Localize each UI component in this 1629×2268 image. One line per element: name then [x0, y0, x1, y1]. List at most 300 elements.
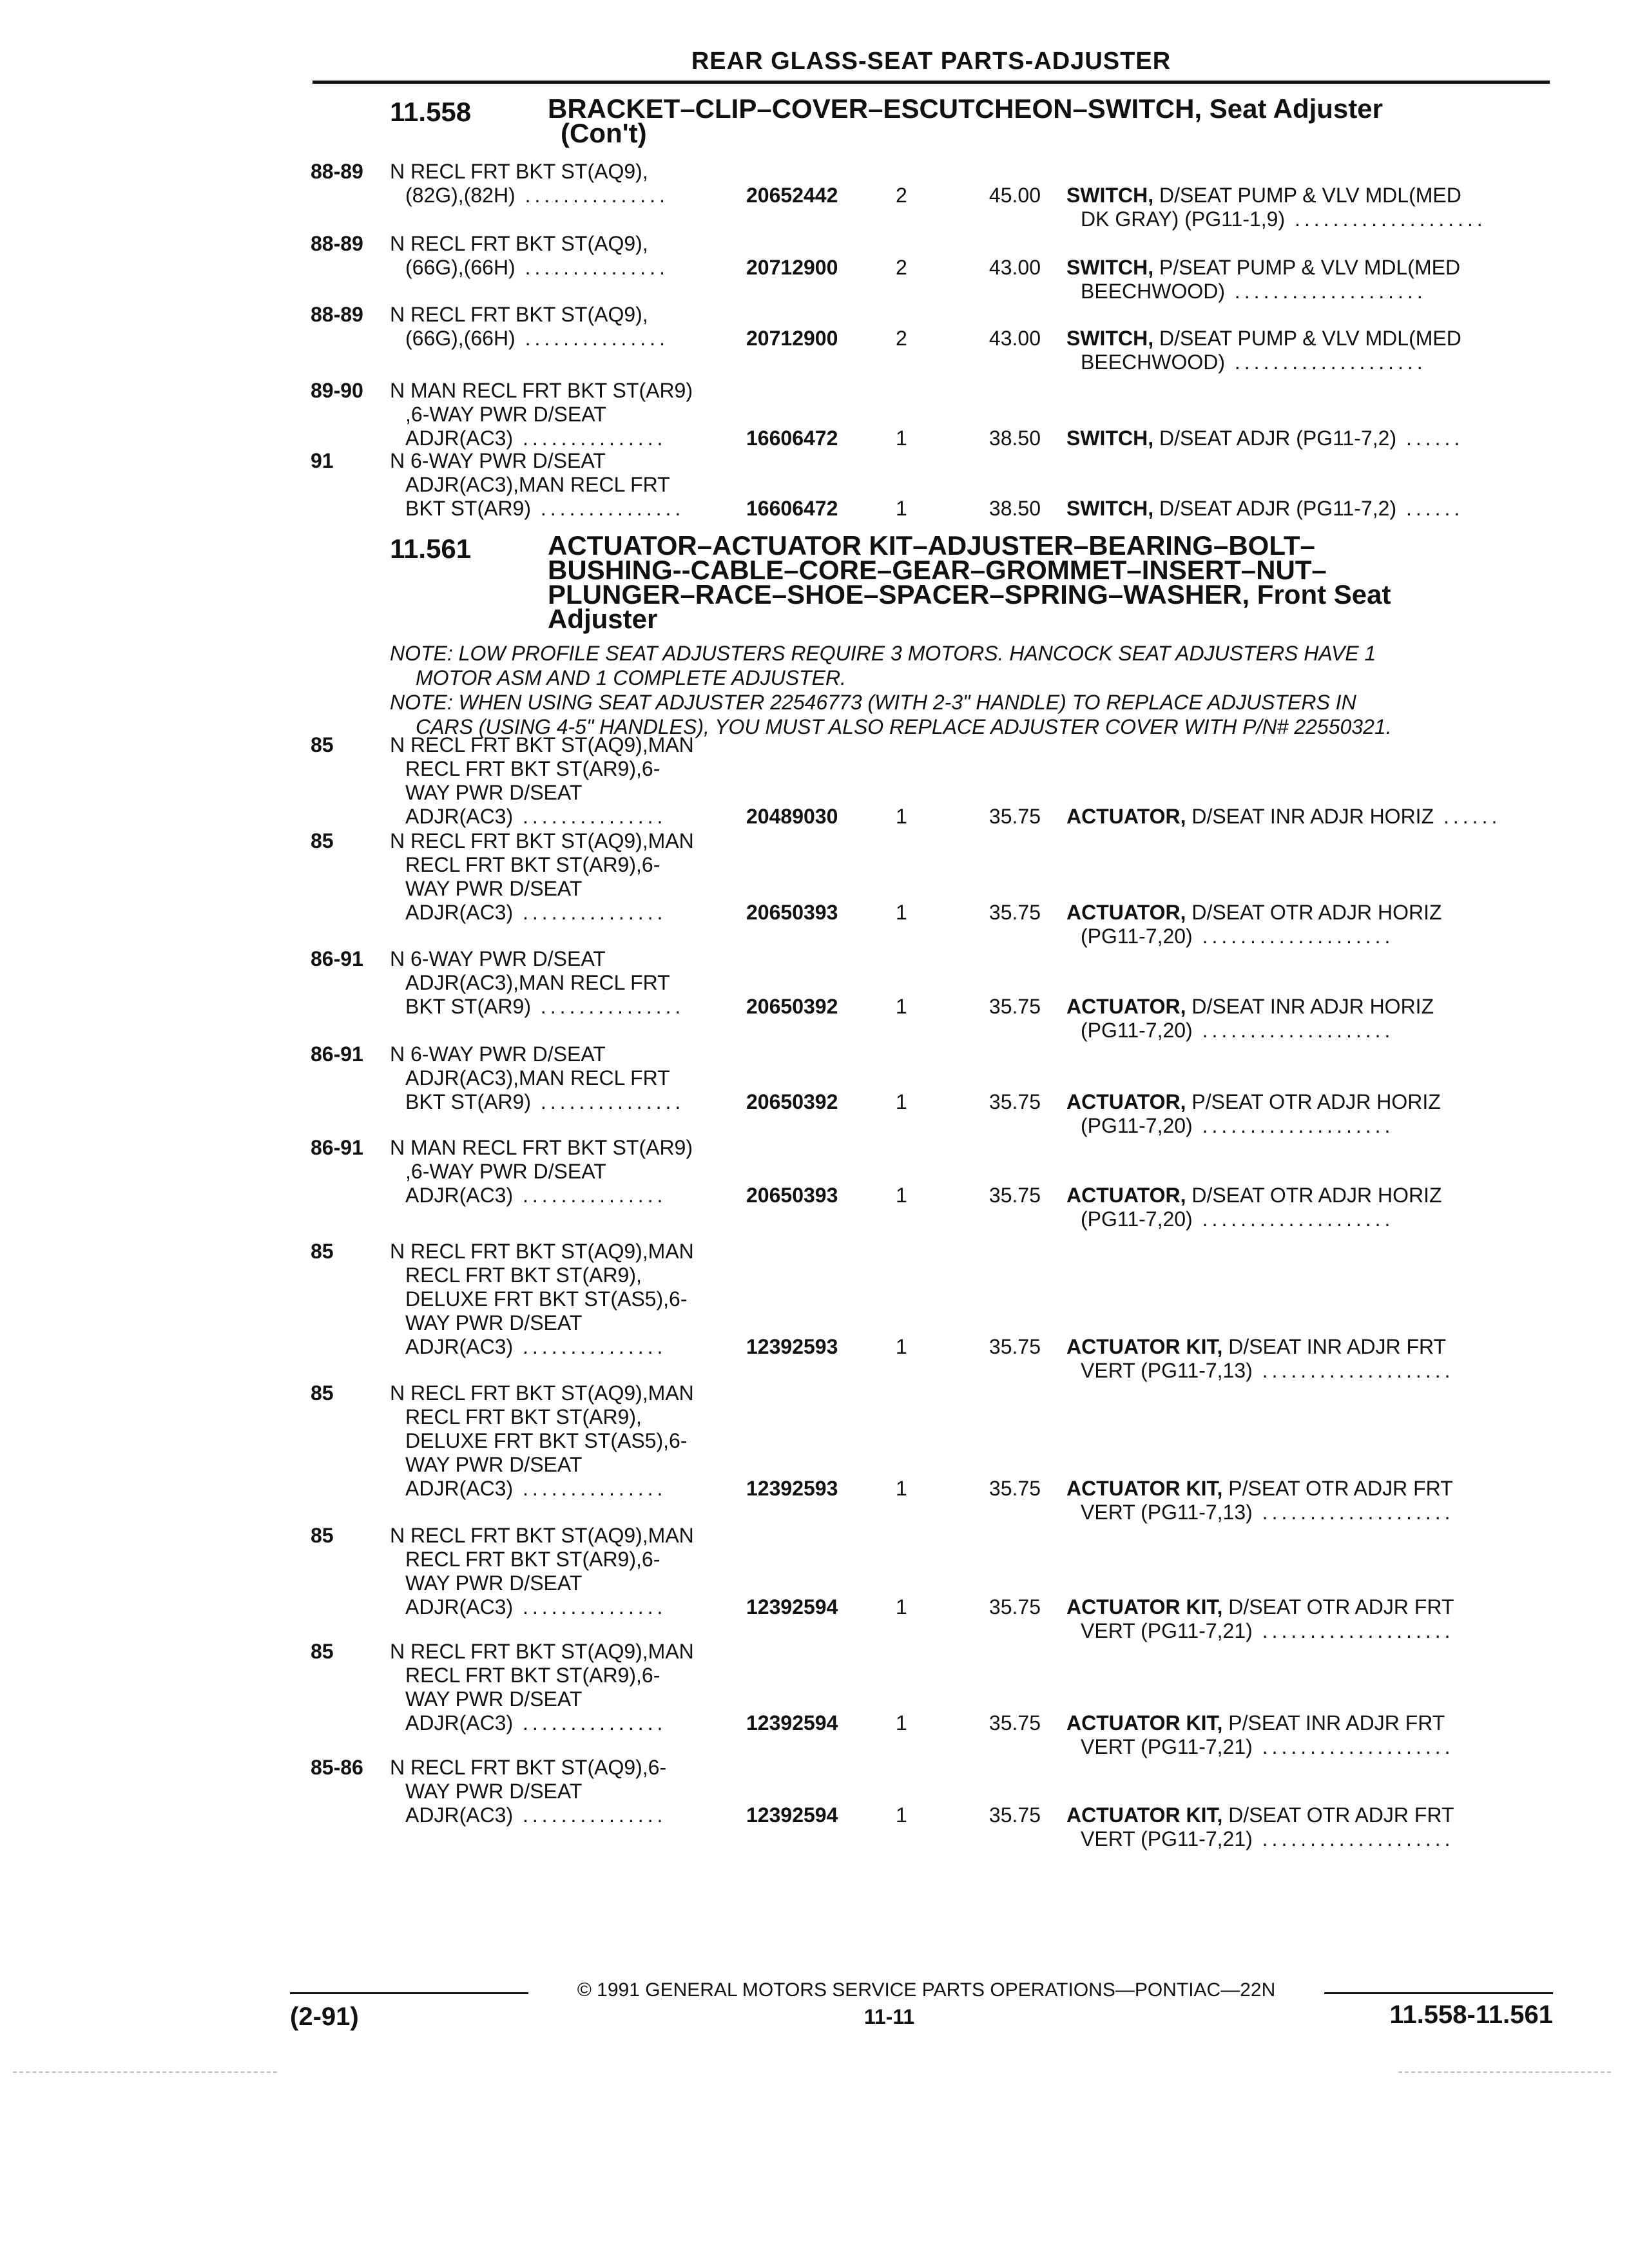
application-description	[390, 1381, 751, 1501]
part-number: 20650392	[746, 995, 838, 1018]
description-text: N 6-WAY PWR D/SEAT	[390, 947, 606, 970]
description-text: N RECL FRT BKT ST(AQ9),MAN	[390, 1381, 694, 1405]
part-detail: D/SEAT PUMP & VLV MDL(MED	[1159, 327, 1461, 350]
description-text: BKT ST(AR9)	[405, 995, 531, 1018]
description-text: N RECL FRT BKT ST(AQ9),MAN	[390, 1524, 694, 1547]
revision-date: (2-91)	[290, 2003, 359, 2031]
section-title	[548, 530, 1553, 634]
description-text: WAY PWR D/SEAT	[405, 1780, 583, 1803]
description-text: ADJR(AC3)	[405, 1711, 514, 1735]
part-detail: (PG11-7,20)	[1081, 1114, 1193, 1137]
quantity: 1	[896, 995, 907, 1018]
price: 35.75	[988, 1803, 1041, 1827]
price: 43.00	[988, 327, 1041, 350]
description-text: WAY PWR D/SEAT	[405, 1687, 583, 1711]
description-text: N RECL FRT BKT ST(AQ9),MAN	[390, 829, 694, 852]
leader-dots: ....................	[1252, 1359, 1454, 1382]
leader-dots: ...............	[513, 1184, 667, 1207]
model-years: 85-86	[311, 1756, 363, 1779]
part-detail: (PG11-7,20)	[1081, 1019, 1193, 1042]
description-text: ADJR(AC3)	[405, 1477, 514, 1500]
application-description	[390, 449, 751, 521]
part-number: 12392594	[746, 1595, 838, 1619]
part-type: ACTUATOR KIT,	[1066, 1711, 1223, 1735]
description-text: ADJR(AC3)	[405, 1184, 514, 1207]
description-text: ,6-WAY PWR D/SEAT	[405, 403, 606, 426]
part-name-line	[1066, 1619, 1556, 1643]
application-description	[390, 733, 751, 829]
model-years: 85	[311, 1240, 334, 1263]
quantity: 1	[896, 427, 907, 450]
description-line	[390, 1524, 751, 1548]
description-text: N RECL FRT BKT ST(AQ9),6-	[390, 1756, 667, 1779]
leader-dots: ....................	[1192, 1019, 1394, 1042]
price: 45.00	[988, 184, 1041, 207]
quantity: 2	[896, 184, 907, 207]
part-type: SWITCH,	[1066, 497, 1154, 520]
model-years: 86-91	[311, 1136, 363, 1159]
description-line	[390, 1711, 751, 1735]
leader-dots: ...............	[513, 805, 667, 828]
leader-dots: ...............	[515, 256, 669, 279]
quantity: 1	[896, 1711, 907, 1735]
description-line	[390, 1548, 751, 1571]
description-text: (66G),(66H)	[405, 327, 516, 350]
part-name-line	[1066, 207, 1556, 231]
part-detail: D/SEAT OTR ADJR HORIZ	[1191, 1184, 1442, 1207]
description-line	[390, 327, 751, 351]
part-number: 20489030	[746, 805, 838, 828]
footer-rule	[290, 1992, 528, 1994]
leader-dots: ....................	[1225, 280, 1427, 303]
part-name-line	[1066, 280, 1556, 303]
note-line: MOTOR ASM AND 1 COMPLETE ADJUSTER.	[416, 666, 846, 689]
model-years: 85	[311, 1524, 334, 1547]
part-detail: DK GRAY) (PG11-1,9)	[1081, 207, 1286, 231]
leader-dots: ....................	[1192, 1207, 1394, 1231]
description-line	[390, 379, 751, 403]
part-name	[1066, 256, 1556, 303]
copyright-text: © 1991 GENERAL MOTORS SERVICE PARTS OPERATIONS—PONTIAC—22N	[577, 1979, 1276, 2001]
application-description	[390, 947, 751, 1019]
part-name-line	[1066, 1359, 1556, 1383]
description-line	[390, 733, 751, 757]
section-heading-11561	[390, 530, 1550, 637]
description-text: N RECL FRT BKT ST(AQ9),MAN	[390, 1640, 694, 1663]
page-title: REAR GLASS-SEAT PARTS-ADJUSTER	[313, 48, 1550, 84]
description-text: RECL FRT BKT ST(AR9),6-	[405, 1664, 660, 1687]
section-heading-11558	[390, 93, 1550, 155]
description-text: ADJR(AC3)	[405, 1595, 514, 1619]
part-detail: VERT (PG11-7,13)	[1081, 1359, 1253, 1382]
leader-dots: ...............	[513, 901, 667, 924]
part-detail: D/SEAT ADJR (PG11-7,2)	[1159, 427, 1397, 450]
description-line	[390, 1287, 751, 1311]
description-line	[390, 901, 751, 925]
description-text: N RECL FRT BKT ST(AQ9),MAN	[390, 733, 694, 756]
description-line	[390, 877, 751, 901]
section-number: 11.561	[390, 533, 472, 564]
part-detail: BEECHWOOD)	[1081, 351, 1225, 374]
part-name-line	[1066, 901, 1556, 925]
description-line	[390, 1571, 751, 1595]
part-name-line	[1066, 1477, 1556, 1501]
description-text: N RECL FRT BKT ST(AQ9),	[390, 303, 648, 326]
description-text: BKT ST(AR9)	[405, 1090, 531, 1113]
quantity: 1	[896, 1184, 907, 1207]
section-title-line: Adjuster	[548, 604, 658, 634]
part-number: 20650393	[746, 901, 838, 924]
description-line	[390, 1640, 751, 1664]
quantity: 2	[896, 256, 907, 279]
description-line	[390, 403, 751, 427]
application-description	[390, 1136, 751, 1207]
part-number: 12392594	[746, 1711, 838, 1735]
description-text: DELUXE FRT BKT ST(AS5),6-	[405, 1287, 688, 1311]
part-detail: P/SEAT OTR ADJR HORIZ	[1191, 1090, 1441, 1113]
part-type: ACTUATOR KIT,	[1066, 1477, 1223, 1500]
application-description	[390, 160, 751, 207]
description-text: WAY PWR D/SEAT	[405, 1571, 583, 1595]
description-line	[390, 1090, 751, 1114]
price: 38.50	[988, 427, 1041, 450]
footer-rule	[1324, 1992, 1553, 1994]
model-years: 85	[311, 1640, 334, 1663]
part-detail: D/SEAT OTR ADJR HORIZ	[1191, 901, 1442, 924]
description-text: (82G),(82H)	[405, 184, 516, 207]
model-years: 88-89	[311, 303, 363, 326]
part-name	[1066, 995, 1556, 1043]
leader-dots: ...............	[513, 1477, 667, 1500]
price: 35.75	[988, 995, 1041, 1018]
part-name	[1066, 1595, 1556, 1643]
part-name-line	[1066, 925, 1556, 948]
notes-block	[390, 641, 1550, 739]
part-name	[1066, 1090, 1556, 1138]
part-name-line	[1066, 995, 1556, 1019]
description-line	[390, 1687, 751, 1711]
part-name	[1066, 184, 1556, 231]
page-number: 11-11	[863, 2005, 915, 2028]
leader-dots: ......	[1396, 497, 1464, 520]
leader-dots: ...............	[531, 1090, 685, 1113]
description-line	[390, 1160, 751, 1184]
part-name-line	[1066, 1803, 1556, 1827]
part-detail: D/SEAT INR ADJR HORIZ	[1191, 995, 1434, 1018]
price: 35.75	[988, 1595, 1041, 1619]
part-name	[1066, 327, 1556, 374]
description-line	[390, 829, 751, 853]
part-name-line	[1066, 1827, 1556, 1851]
part-name-line	[1066, 327, 1556, 351]
quantity: 1	[896, 805, 907, 828]
part-name-line	[1066, 1335, 1556, 1359]
leader-dots: ......	[1434, 805, 1501, 828]
description-line	[390, 256, 751, 280]
description-text: N MAN RECL FRT BKT ST(AR9)	[390, 1136, 693, 1159]
description-line	[390, 1664, 751, 1687]
application-description	[390, 1043, 751, 1114]
description-line	[390, 947, 751, 971]
price: 35.75	[988, 1477, 1041, 1500]
part-name-line	[1066, 1184, 1556, 1207]
part-detail: VERT (PG11-7,21)	[1081, 1735, 1253, 1758]
model-years: 85	[311, 733, 334, 756]
section-number: 11.558	[390, 97, 472, 127]
leader-dots: ....................	[1252, 1827, 1454, 1850]
part-detail: VERT (PG11-7,21)	[1081, 1827, 1253, 1850]
description-text: (66G),(66H)	[405, 256, 516, 279]
model-years: 89-90	[311, 379, 363, 402]
part-number: 12392593	[746, 1335, 838, 1358]
price: 35.75	[988, 1335, 1041, 1358]
part-detail: VERT (PG11-7,21)	[1081, 1619, 1253, 1642]
price: 38.50	[988, 497, 1041, 520]
description-line	[390, 1803, 751, 1827]
part-detail: P/SEAT PUMP & VLV MDL(MED	[1159, 256, 1461, 279]
description-line	[390, 497, 751, 521]
application-description	[390, 1756, 751, 1827]
description-line	[390, 232, 751, 256]
description-line	[390, 160, 751, 184]
application-description	[390, 1640, 751, 1735]
price: 35.75	[988, 805, 1041, 828]
description-text: DELUXE FRT BKT ST(AS5),6-	[405, 1429, 688, 1452]
description-line	[390, 1335, 751, 1359]
description-line	[390, 781, 751, 805]
quantity: 1	[896, 901, 907, 924]
part-detail: (PG11-7,20)	[1081, 1207, 1193, 1231]
quantity: 1	[896, 1803, 907, 1827]
part-name	[1066, 805, 1556, 829]
part-detail: D/SEAT ADJR (PG11-7,2)	[1159, 497, 1397, 520]
part-number: 20712900	[746, 256, 838, 279]
application-description	[390, 232, 751, 280]
part-number: 20712900	[746, 327, 838, 350]
description-line	[390, 1429, 751, 1453]
description-text: N RECL FRT BKT ST(AQ9),MAN	[390, 1240, 694, 1263]
quantity: 2	[896, 327, 907, 350]
part-type: ACTUATOR,	[1066, 1090, 1186, 1113]
part-name	[1066, 901, 1556, 948]
section-title-line: BUSHING--CABLE–CORE–GEAR–GROMMET–INSERT–NUT–	[548, 555, 1327, 585]
part-number: 16606472	[746, 427, 838, 450]
description-text: ADJR(AC3),MAN RECL FRT	[405, 473, 670, 496]
model-years: 88-89	[311, 232, 363, 255]
part-type: SWITCH,	[1066, 184, 1154, 207]
description-line	[390, 1405, 751, 1429]
part-type: SWITCH,	[1066, 256, 1154, 279]
part-detail: BEECHWOOD)	[1081, 280, 1225, 303]
description-text: WAY PWR D/SEAT	[405, 877, 583, 900]
quantity: 1	[896, 497, 907, 520]
part-name	[1066, 1711, 1556, 1759]
leader-dots: ....................	[1192, 925, 1394, 948]
price: 35.75	[988, 1090, 1041, 1113]
part-number: 20652442	[746, 184, 838, 207]
description-line	[390, 184, 751, 207]
description-line	[390, 1066, 751, 1090]
part-name-line	[1066, 1501, 1556, 1524]
description-text: N 6-WAY PWR D/SEAT	[390, 1043, 606, 1066]
description-line	[390, 971, 751, 995]
description-text: ADJR(AC3)	[405, 427, 514, 450]
description-text: ADJR(AC3),MAN RECL FRT	[405, 1066, 670, 1090]
description-line	[390, 1240, 751, 1264]
part-type: ACTUATOR,	[1066, 995, 1186, 1018]
part-name	[1066, 1335, 1556, 1383]
leader-dots: ....................	[1225, 351, 1427, 374]
description-text: WAY PWR D/SEAT	[405, 1453, 583, 1476]
part-type: ACTUATOR,	[1066, 901, 1186, 924]
leader-dots: ...............	[515, 327, 669, 350]
description-line	[390, 757, 751, 781]
price: 35.75	[988, 1711, 1041, 1735]
part-name-line	[1066, 427, 1556, 450]
section-title	[548, 93, 1553, 148]
section-title-line: PLUNGER–RACE–SHOE–SPACER–SPRING–WASHER, Front Seat	[548, 579, 1391, 610]
description-text: N 6-WAY PWR D/SEAT	[390, 449, 606, 472]
part-name-line	[1066, 1595, 1556, 1619]
quantity: 1	[896, 1335, 907, 1358]
part-type: SWITCH,	[1066, 427, 1154, 450]
description-line	[390, 1184, 751, 1207]
model-years: 91	[311, 449, 334, 472]
leader-dots: ....................	[1285, 207, 1487, 231]
part-number: 16606472	[746, 497, 838, 520]
scan-artifact	[1398, 2071, 1611, 2073]
part-type: ACTUATOR,	[1066, 1184, 1186, 1207]
part-number: 12392593	[746, 1477, 838, 1500]
leader-dots: ......	[1396, 427, 1464, 450]
description-line	[390, 1043, 751, 1066]
description-text: ADJR(AC3)	[405, 805, 514, 828]
section-range: 11.558-11.561	[1389, 2001, 1553, 2029]
part-detail: P/SEAT OTR ADJR FRT	[1228, 1477, 1453, 1500]
description-text: RECL FRT BKT ST(AR9),	[405, 1405, 642, 1428]
description-line	[390, 1453, 751, 1477]
section-title-line: BRACKET–CLIP–COVER–ESCUTCHEON–SWITCH, Seat Adjuster	[548, 93, 1383, 124]
part-name-line	[1066, 497, 1556, 521]
description-text: N RECL FRT BKT ST(AQ9),	[390, 232, 648, 255]
scan-artifact	[13, 2071, 277, 2073]
part-name-line	[1066, 351, 1556, 374]
quantity: 1	[896, 1090, 907, 1113]
description-line	[390, 303, 751, 327]
description-text: ADJR(AC3)	[405, 901, 514, 924]
part-type: ACTUATOR,	[1066, 805, 1186, 828]
part-name	[1066, 1184, 1556, 1231]
part-number: 20650393	[746, 1184, 838, 1207]
application-description	[390, 1524, 751, 1619]
description-text: RECL FRT BKT ST(AR9),	[405, 1264, 642, 1287]
part-detail: D/SEAT INR ADJR FRT	[1228, 1335, 1447, 1358]
model-years: 88-89	[311, 160, 363, 183]
model-years: 86-91	[311, 1043, 363, 1066]
part-detail: P/SEAT INR ADJR FRT	[1228, 1711, 1445, 1735]
part-type: SWITCH,	[1066, 327, 1154, 350]
note-line: NOTE: WHEN USING SEAT ADJUSTER 22546773 (WITH 2-3" HANDLE) TO REPLACE ADJUSTERS IN	[390, 691, 1356, 714]
description-text: WAY PWR D/SEAT	[405, 1311, 583, 1334]
description-text: RECL FRT BKT ST(AR9),6-	[405, 757, 660, 780]
part-name-line	[1066, 1711, 1556, 1735]
description-line	[390, 1136, 751, 1160]
part-detail: D/SEAT PUMP & VLV MDL(MED	[1159, 184, 1461, 207]
model-years: 86-91	[311, 947, 363, 970]
part-detail: D/SEAT OTR ADJR FRT	[1228, 1803, 1454, 1827]
part-name-line	[1066, 1019, 1556, 1043]
description-line	[390, 1311, 751, 1335]
description-line	[390, 449, 751, 473]
section-title-line: (Con't)	[561, 118, 647, 148]
leader-dots: ....................	[1192, 1114, 1394, 1137]
part-number: 20650392	[746, 1090, 838, 1113]
part-name-line	[1066, 1207, 1556, 1231]
part-detail: (PG11-7,20)	[1081, 925, 1193, 948]
description-line	[390, 1381, 751, 1405]
model-years: 85	[311, 1381, 334, 1405]
leader-dots: ...............	[513, 427, 667, 450]
description-line	[390, 427, 751, 450]
price: 35.75	[988, 901, 1041, 924]
leader-dots: ...............	[513, 1803, 667, 1827]
leader-dots: ....................	[1252, 1619, 1454, 1642]
description-text: N MAN RECL FRT BKT ST(AR9)	[390, 379, 693, 402]
note-line: CARS (USING 4-5" HANDLES), YOU MUST ALSO REPLACE ADJUSTER COVER WITH P/N# 22550321.	[416, 715, 1392, 738]
description-text: ,6-WAY PWR D/SEAT	[405, 1160, 606, 1183]
description-text: ADJR(AC3),MAN RECL FRT	[405, 971, 670, 994]
leader-dots: ....................	[1252, 1735, 1454, 1758]
part-name	[1066, 1477, 1556, 1524]
application-description	[390, 379, 751, 450]
part-name-line	[1066, 256, 1556, 280]
description-text: WAY PWR D/SEAT	[405, 781, 583, 804]
description-line	[390, 1264, 751, 1287]
description-text: BKT ST(AR9)	[405, 497, 531, 520]
part-name-line	[1066, 1114, 1556, 1138]
part-name	[1066, 497, 1556, 521]
description-line	[390, 1780, 751, 1803]
description-text: ADJR(AC3)	[405, 1335, 514, 1358]
part-name-line	[1066, 1090, 1556, 1114]
model-years: 85	[311, 829, 334, 852]
description-line	[390, 853, 751, 877]
application-description	[390, 303, 751, 351]
leader-dots: ...............	[513, 1335, 667, 1358]
description-text: N RECL FRT BKT ST(AQ9),	[390, 160, 648, 183]
application-description	[390, 829, 751, 925]
leader-dots: ...............	[513, 1711, 667, 1735]
part-detail: VERT (PG11-7,13)	[1081, 1501, 1253, 1524]
description-line	[390, 1595, 751, 1619]
application-description	[390, 1240, 751, 1359]
quantity: 1	[896, 1595, 907, 1619]
part-type: ACTUATOR KIT,	[1066, 1803, 1223, 1827]
part-name	[1066, 1803, 1556, 1851]
part-detail: D/SEAT INR ADJR HORIZ	[1191, 805, 1434, 828]
description-line	[390, 473, 751, 497]
description-text: ADJR(AC3)	[405, 1803, 514, 1827]
part-detail: D/SEAT OTR ADJR FRT	[1228, 1595, 1454, 1619]
part-name	[1066, 427, 1556, 450]
part-name-line	[1066, 184, 1556, 207]
note-line: NOTE: LOW PROFILE SEAT ADJUSTERS REQUIRE 3 MOTORS. HANCOCK SEAT ADJUSTERS HAVE 1	[390, 642, 1376, 665]
leader-dots: ...............	[531, 995, 685, 1018]
price: 35.75	[988, 1184, 1041, 1207]
description-line	[390, 995, 751, 1019]
price: 43.00	[988, 256, 1041, 279]
part-type: ACTUATOR KIT,	[1066, 1335, 1223, 1358]
